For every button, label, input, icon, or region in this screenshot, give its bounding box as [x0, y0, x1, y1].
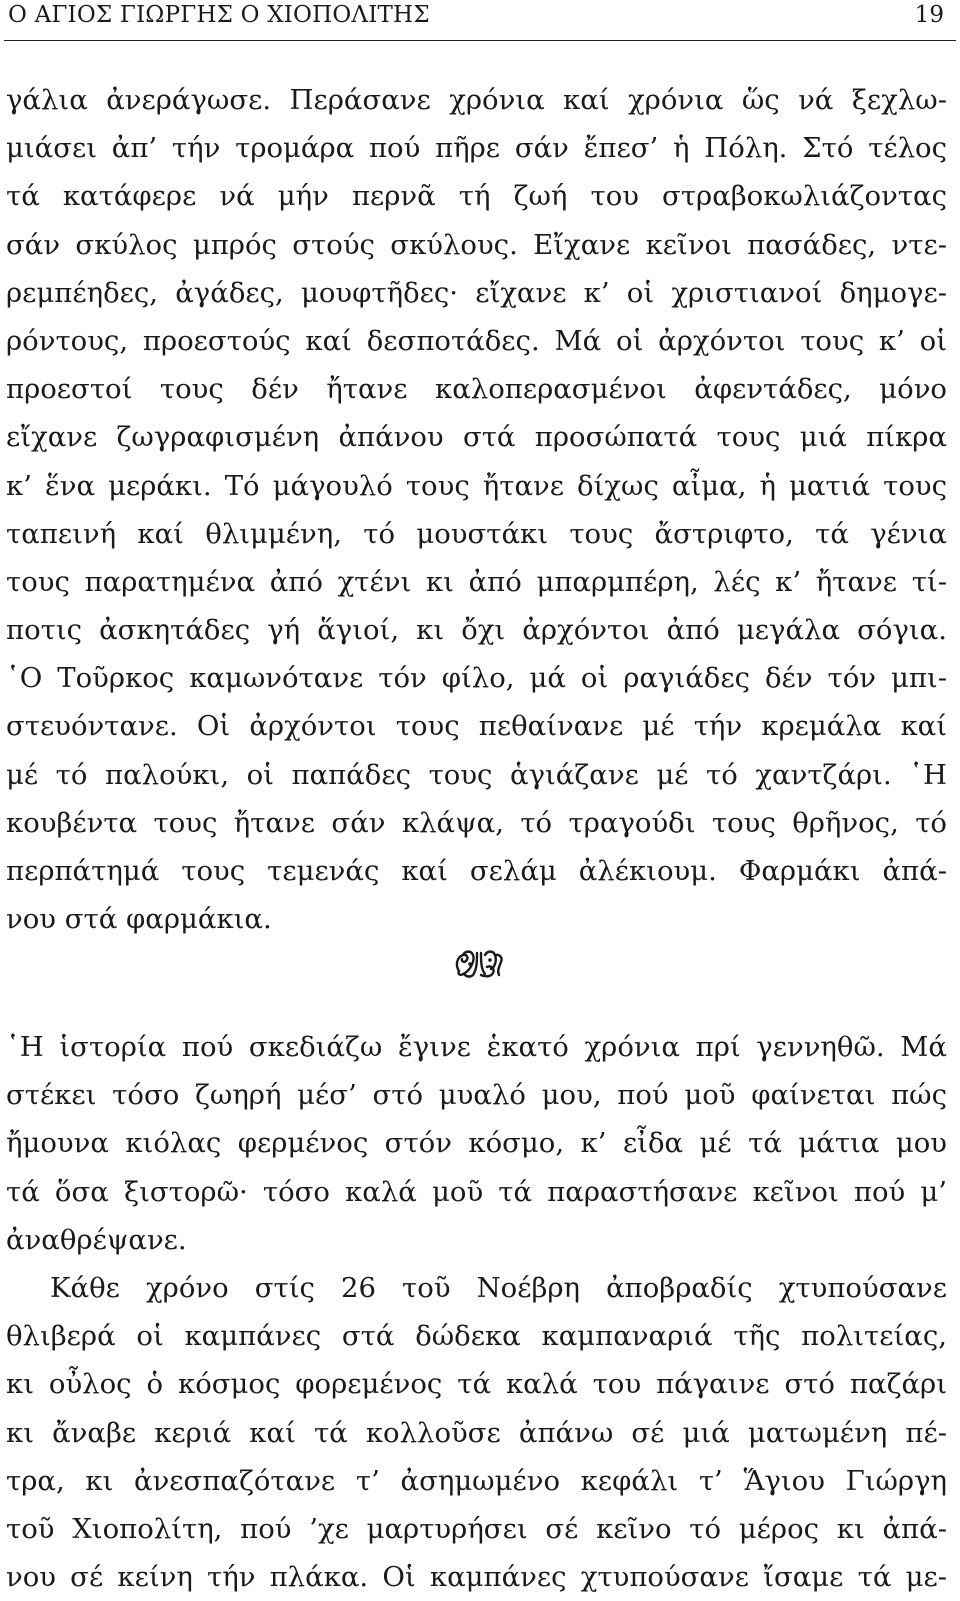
text-line: νου σέ κείνη τήν πλάκα. Οἱ καμπάνες χτυπούσανε ἴσαμε τά με-: [6, 1561, 947, 1594]
text-line: ποτις ἀσκητάδες γή ἅγιοί, κι ὄχι ἀρχόντοι ἀπό μεγάλα σόγια.: [6, 614, 947, 647]
fleuron-ornament-icon: [451, 947, 507, 983]
page-header: [0, 0, 960, 40]
text-line: τά κατάφερε νά μήν περνᾶ τή ζωή του στραβοκωλιάζοντας: [6, 180, 947, 213]
text-line: κι οὖλος ὁ κόσμος φορεμένος τά καλά του πάγαινε στό παζάρι: [6, 1368, 947, 1401]
text-line: τους παρατημένα ἀπό χτένι κι ἀπό μπαρμπέρη, λές κ’ ἤτανε τί-: [6, 565, 947, 598]
text-line: στευόντανε. Οἱ ἀρχόντοι τους πεθαίνανε μέ τήν κρεμάλα καί: [6, 710, 947, 743]
header-rule: [4, 40, 956, 41]
text-line: κι ἄναβε κεριά καί τά κολλοῦσε ἀπάνω σέ μιά ματωμένη πέ-: [6, 1416, 947, 1449]
paragraph-1: [6, 76, 947, 943]
text-line: τρα, κι ἀνεσπαζότανε τ’ ἀσημωμένο κεφάλι τ’ Ἅγιου Γιώργη: [6, 1464, 947, 1497]
text-line: ταπεινή καί θλιμμένη, τό μουστάκι τους ἄστριφτο, τά γένια: [6, 517, 947, 550]
text-line: ρεμπέηδες, ἀγάδες, μουφτῆδες· εἴχανε κ’ οἱ χριστιανοί δημογε-: [6, 276, 947, 309]
text-line: προεστοί τους δέν ἤτανε καλοπερασμένοι ἀφεντάδες, μόνο: [6, 373, 947, 406]
text-line: μιάσει ἀπ’ τήν τρομάρα πού πῆρε σάν ἔπεσ’ ἡ Πόλη. Στό τέλος: [6, 132, 947, 165]
paragraph-2: [6, 1023, 947, 1601]
text-line: ῾Ο Τοῦρκος καμωνότανε τόν φίλο, μά οἱ ραγιάδες δέν τόν μπι-: [6, 662, 947, 695]
text-line: ἀναθρέψανε.: [6, 1223, 187, 1256]
text-line: μέ τό παλούκι, οἱ παπάδες τους ἁγιάζανε μέ τό χαντζάρι. ῾Η: [6, 758, 947, 791]
text-line: θλιβερά οἱ καμπάνες στά δώδεκα καμπαναριά τῆς πολιτείας,: [6, 1320, 947, 1353]
text-line: ῾Η ἱστορία πού σκεδιάζω ἔγινε ἑκατό χρόνια πρί γεννηθῶ. Μά: [6, 1031, 947, 1063]
text-line: στέκει τόσο ζωηρή μέσ’ στό μυαλό μου, πού μοῦ φαίνεται πώς: [6, 1079, 947, 1112]
text-line: τά ὅσα ξιστορῶ· τόσο καλά μοῦ τά παραστήσανε κεῖνοι πού μ’: [6, 1175, 947, 1208]
text-line: Κάθε χρόνο στίς 26 τοῦ Νοέβρη ἀποβραδίς χτυπούσανε: [50, 1271, 947, 1304]
running-title: Ο ΑΓΙΟΣ ΓΙΩΡΓΗΣ Ο ΧΙΟΠΟΛΙΤΗΣ: [8, 2, 430, 28]
text-line: ἤμουνα κιόλας φερμένος στόν κόσμο, κ’ εἶδα μέ τά μάτια μου: [6, 1127, 947, 1160]
text-line: περπάτημά τους τεμενάς καί σελάμ ἀλέκιουμ. Φαρμάκι ἀπά-: [6, 855, 947, 887]
text-line: σάν σκύλος μπρός στούς σκύλους. Εἴχανε κεῖνοι πασάδες, ντε-: [6, 228, 947, 261]
text-line: τοῦ Χιοπολίτη, πού ’χε μαρτυρήσει σέ κεῖνο τό μέρος κι ἀπά-: [6, 1512, 947, 1545]
text-line: γάλια ἀνεράγωσε. Περάσανε χρόνια καί χρόνια ὥς νά ξεχλω-: [6, 84, 947, 116]
text-line: ρόντους, προεστούς καί δεσποτάδες. Μά οἱ ἀρχόντοι τους κ’ οἱ: [6, 324, 947, 357]
text-line: κουβέντα τους ἤτανε σάν κλάψα, τό τραγούδι τους θρῆνος, τό: [6, 806, 947, 839]
text-line: νου στά φαρμάκια.: [6, 903, 272, 936]
text-line: εἴχανε ζωγραφισμένη ἀπάνου στά προσώπατά τους μιά πίκρα: [6, 421, 947, 454]
text-line: κ’ ἕνα μεράκι. Τό μάγουλό τους ἤτανε δίχως αἶμα, ἡ ματιά τους: [6, 469, 947, 502]
page-number: 19: [914, 2, 944, 28]
